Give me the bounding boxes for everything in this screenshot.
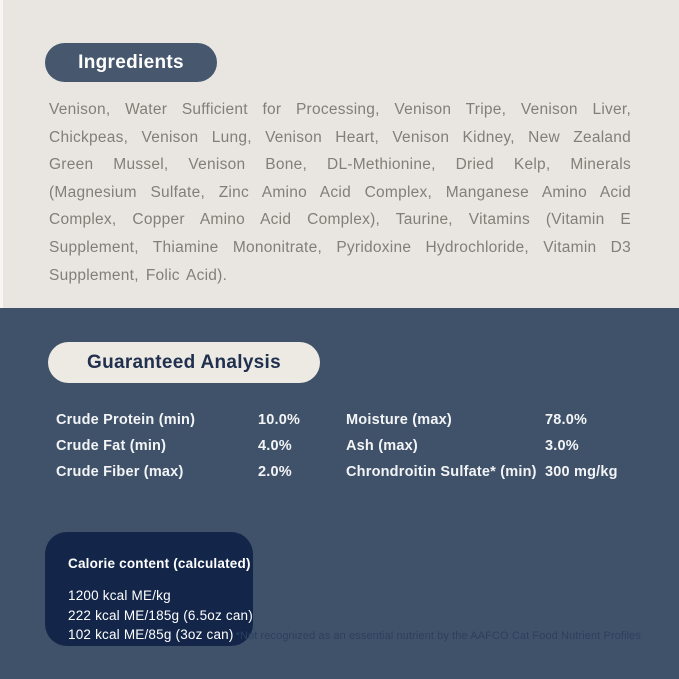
ingredients-text: Venison, Water Sufficient for Processing, Venison Tripe, Venison Liver, Chickpeas, Venison Lung, Venison Heart, Venison Kidney, New Zealand Green Mussel, Venison Bone, DL-Methionine, Dried Kelp, Minerals (Magnesium Sulfate, Zinc Amino Acid Complex, Manganese Amino Acid Complex, Copper Amino Acid Complex), Taurine, Vitamins (Vitamin E Supplement, Thiamine Mononitrate, Pyridoxine Hydrochloride, Vitamin D3 Supplement, Folic Acid). [49, 101, 631, 284]
analysis-row-label: Chrondroitin Sulfate* (min) [346, 464, 537, 480]
calorie-line: 222 kcal ME/185g (6.5oz can) [68, 607, 253, 623]
analysis-row-value: 78.0% [545, 412, 588, 428]
guaranteed-analysis-table [56, 407, 618, 485]
ingredients-header-pill [45, 43, 217, 82]
analysis-row-value: 300 mg/kg [545, 464, 618, 480]
analysis-row-label: Crude Fiber (max) [56, 464, 184, 480]
calorie-line: 1200 kcal ME/kg [68, 588, 171, 603]
aafco-footnote: *Not recognized as an essential nutrient by the AAFCO Cat Food Nutrient Profiles [235, 630, 641, 642]
analysis-row-value: 3.0% [545, 438, 579, 454]
calorie-content-box [45, 532, 253, 646]
guaranteed-analysis-header-label: Guaranteed Analysis [86, 351, 281, 373]
analysis-row-value: 4.0% [258, 438, 292, 454]
calorie-line: 102 kcal ME/85g (3oz can) [68, 627, 234, 642]
guaranteed-analysis-section [0, 308, 679, 679]
calorie-content-lines [68, 586, 253, 645]
analysis-row-value: 2.0% [258, 464, 292, 480]
analysis-row-value: 10.0% [258, 412, 301, 428]
analysis-row-label: Moisture (max) [346, 412, 452, 428]
analysis-row-label: Crude Protein (min) [56, 412, 196, 428]
calorie-content-title: Calorie content (calculated) [68, 556, 251, 571]
ingredients-section [0, 0, 679, 308]
guaranteed-analysis-header-pill [48, 342, 320, 383]
ingredients-header-label: Ingredients [78, 51, 184, 73]
analysis-row-label: Ash (max) [346, 438, 418, 454]
analysis-row-label: Crude Fat (min) [56, 438, 167, 454]
